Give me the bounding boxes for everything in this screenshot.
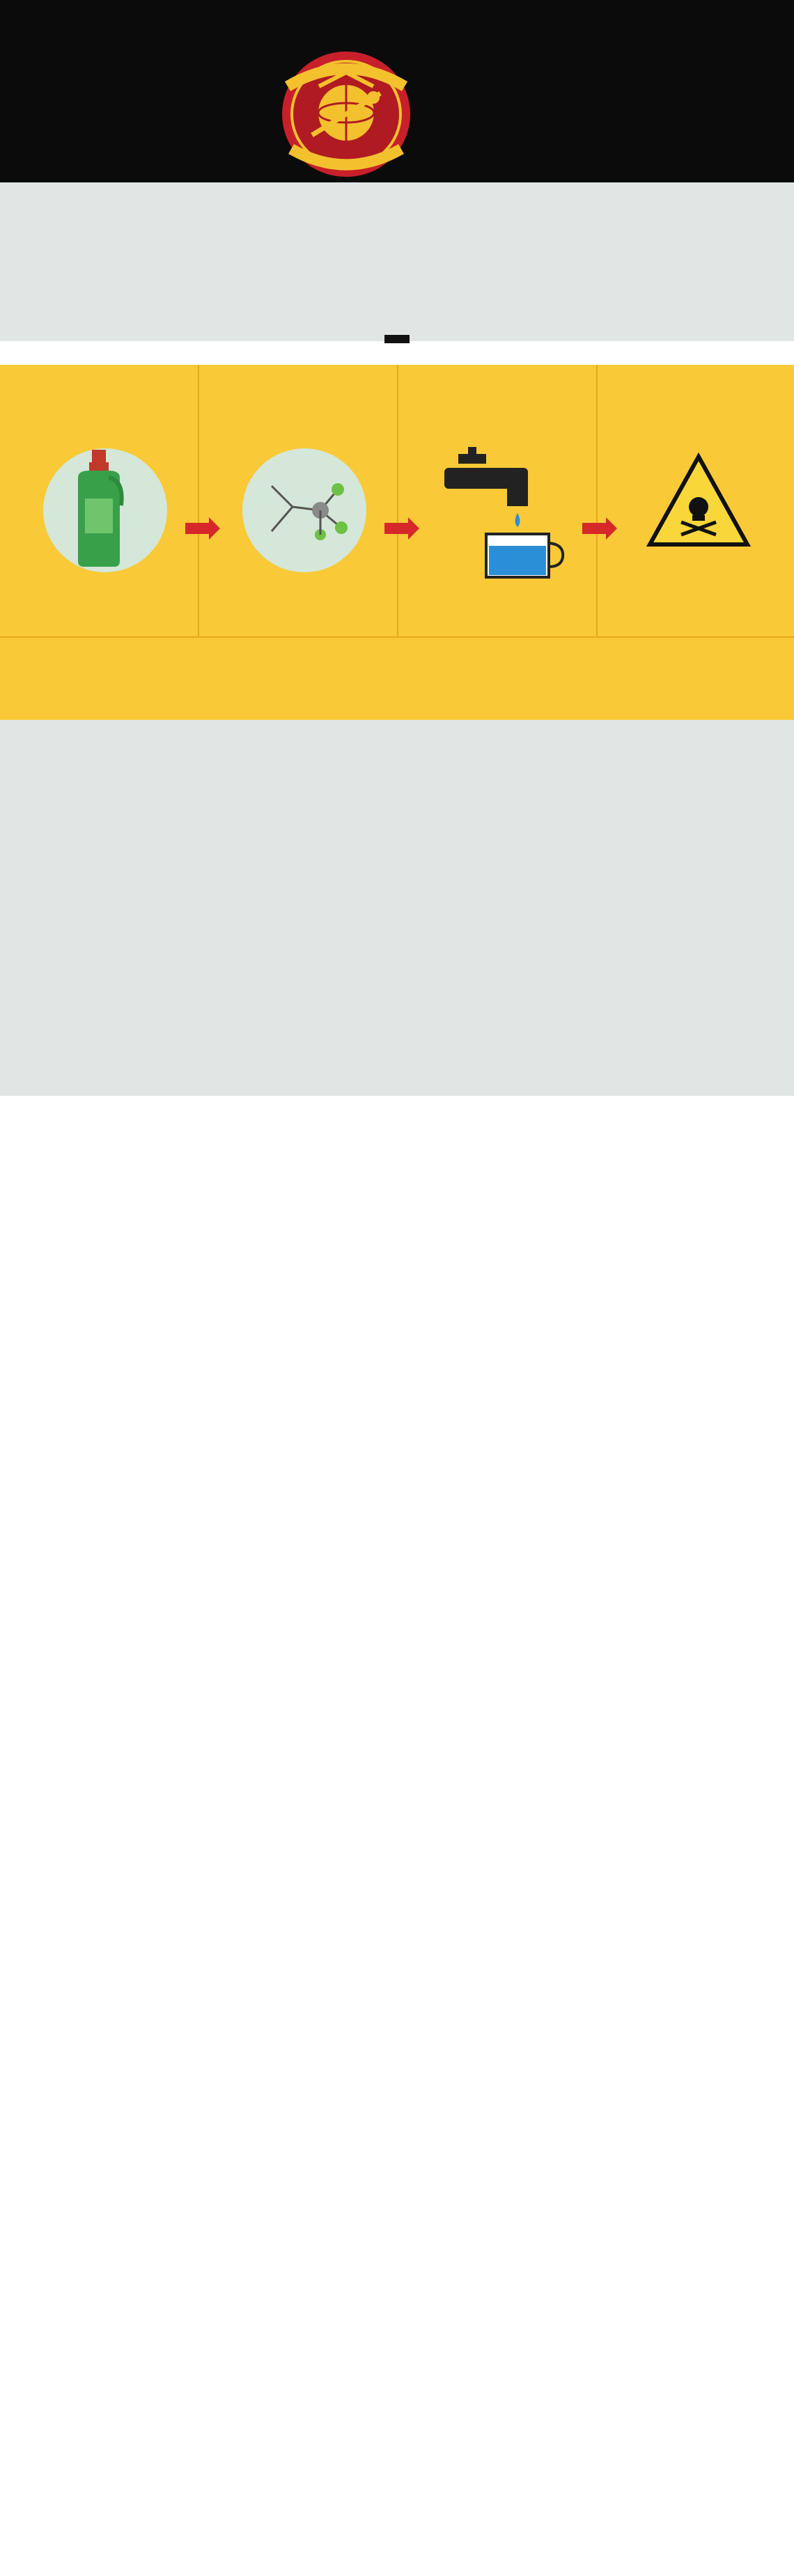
nutshell-steps — [0, 365, 794, 636]
nutshell-label — [384, 335, 410, 343]
step-divider — [198, 365, 199, 636]
marine-corps-emblem-icon — [270, 45, 422, 181]
step-1 — [4, 386, 194, 414]
faucet-cup-icon — [430, 447, 570, 579]
step-4 — [602, 386, 791, 414]
nutshell-label-wrap — [0, 334, 794, 347]
chemical-bottle-icon — [71, 450, 127, 568]
molecule-icon — [251, 472, 355, 549]
did-you-know-section — [0, 720, 794, 1096]
step-divider — [397, 365, 398, 636]
step-heading — [4, 386, 194, 414]
million-banner — [0, 636, 794, 721]
header — [0, 0, 794, 182]
step-heading — [203, 386, 393, 414]
step-3 — [403, 386, 592, 414]
arrow-icon — [582, 523, 606, 534]
intro-text — [304, 223, 777, 231]
toxic-warning-icon — [646, 453, 751, 550]
step-divider — [596, 365, 598, 636]
arrow-icon — [384, 523, 408, 534]
step-2 — [203, 386, 393, 414]
intro-section — [0, 182, 794, 341]
step-heading — [403, 386, 592, 414]
step-heading — [602, 386, 791, 414]
arrow-icon — [185, 523, 209, 534]
